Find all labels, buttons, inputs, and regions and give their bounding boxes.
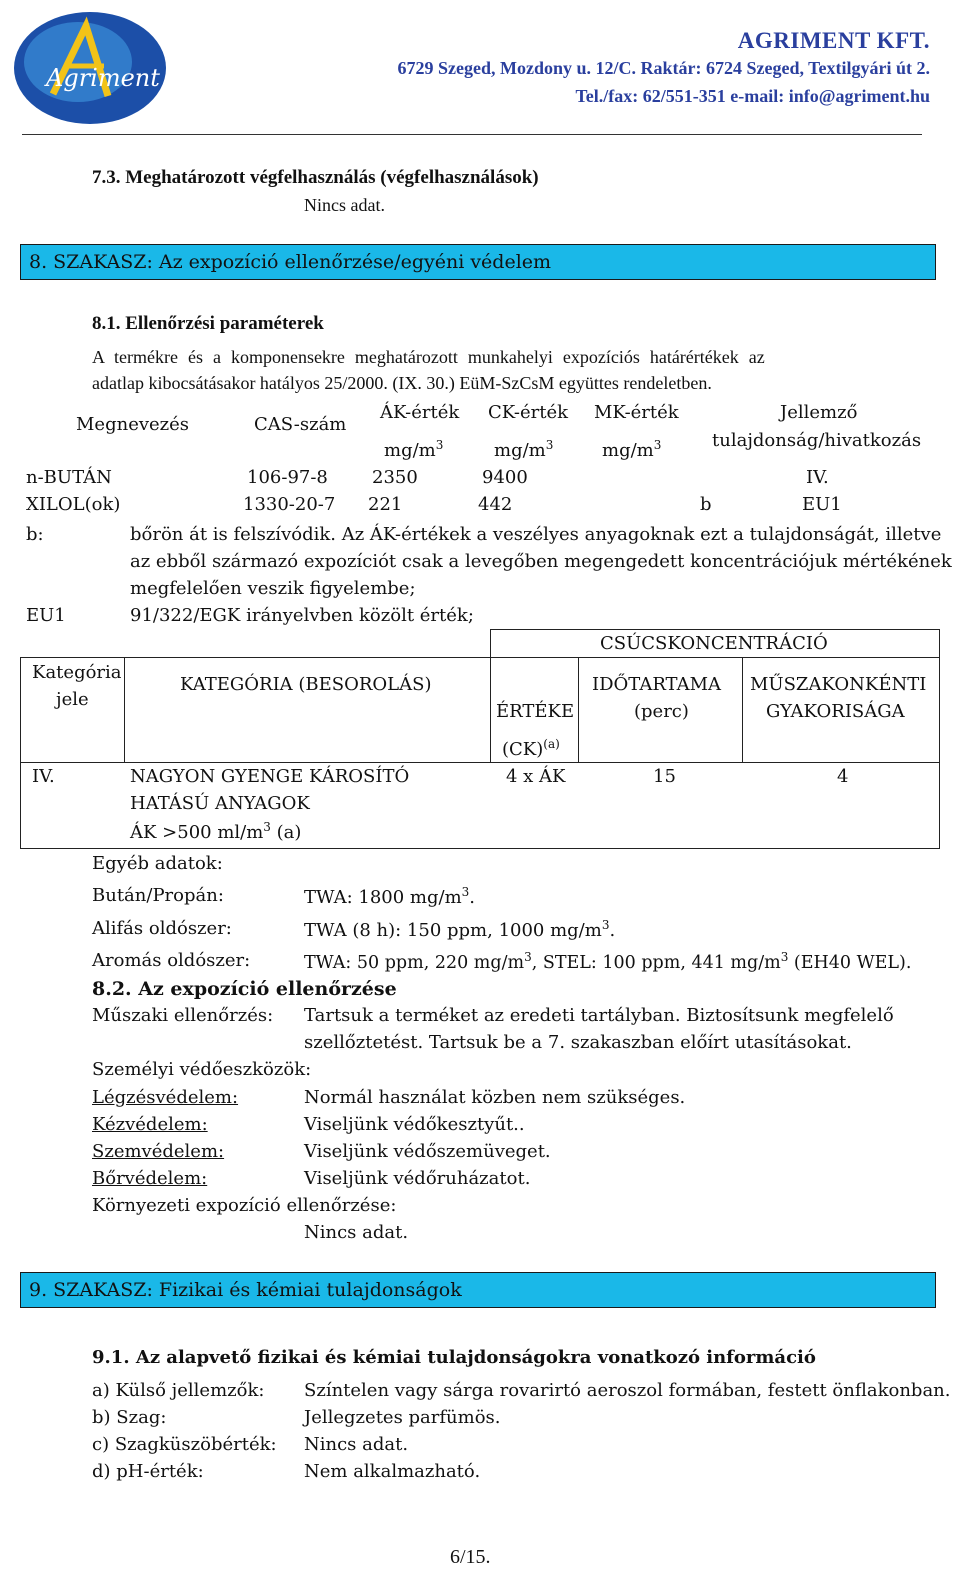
cat-head-ck: (CK)$^{(a)}$ [502, 737, 560, 760]
cat-grid-top [490, 629, 940, 630]
row-1-cas: 106-97-8 [247, 467, 328, 488]
cat-head-gyak-2: GYAKORISÁGA [766, 701, 905, 722]
muszaki-key: Műszaki ellenőrzés: [92, 1005, 274, 1026]
row-2-ck: 442 [478, 494, 513, 515]
section-7-3-value: Nincs adat. [304, 195, 385, 215]
ppe-k-skin: Bőrvédelem: [92, 1168, 208, 1189]
muszaki-line-2: szellőztetést. Tartsuk be a 7. szakaszban előírt utasításokat. [304, 1032, 852, 1053]
th-mk-unit: $mg/m^3$ [602, 438, 662, 461]
th-ck-unit: $mg/m^3$ [494, 438, 554, 461]
th-prop-1: Jellemző [780, 402, 858, 423]
other-k-2: Alifás oldószer: [92, 918, 232, 939]
cat-row-duration: 15 [653, 766, 676, 787]
header-divider [22, 134, 922, 135]
row-2-prop: EU1 [802, 494, 842, 515]
cat-head-besorolas: KATEGÓRIA (BESOROLÁS) [180, 674, 432, 695]
cat-row-desc-3: ÁK >500 $ml/m^3$ (a) [130, 820, 302, 843]
note-b-line-3: megfelelően veszik figyelembe; [130, 578, 416, 599]
th-ak-unit: $mg/m^3$ [384, 438, 444, 461]
note-b-key: b: [26, 524, 44, 545]
row-1-name: n-BUTÁN [26, 467, 112, 488]
row-2-cas: 1330-20-7 [243, 494, 336, 515]
note-eu1-text: 91/322/EGK irányelvben közölt érték; [130, 605, 474, 626]
prop-v-4: Nem alkalmazható. [304, 1461, 481, 1482]
cat-head-1: Kategória [32, 662, 122, 683]
ppe-v-eye: Viseljünk védőszemüveget. [304, 1141, 551, 1162]
prop-v-3: Nincs adat. [304, 1434, 409, 1455]
note-eu1-key: EU1 [26, 605, 66, 626]
muszaki-line-1: Tartsuk a terméket az eredeti tartályban. Biztosítsunk megfelelő [304, 1005, 894, 1026]
other-title: Egyéb adatok: [92, 853, 223, 874]
cat-row-desc-1: NAGYON GYENGE KÁROSÍTÓ [130, 766, 410, 787]
cat-grid-v4 [742, 657, 743, 763]
cat-grid-header-bottom [20, 762, 940, 763]
cat-grid-v2 [490, 629, 491, 763]
cat-head-ido-1: IDŐTARTAMA [592, 674, 722, 695]
th-ck: CK-érték [488, 402, 569, 423]
row-1-ak: 2350 [372, 467, 418, 488]
section-8-1-title: 8.1. Ellenőrzési paraméterek [92, 313, 324, 334]
other-k-1: Bután/Propán: [92, 885, 224, 906]
cat-head-gyak-1: MŰSZAKONKÉNTI [750, 674, 927, 695]
cat-grid-right [939, 629, 940, 849]
env-value: Nincs adat. [304, 1222, 409, 1243]
prop-k-2: b) Szag: [92, 1407, 167, 1428]
ppe-k-respiratory: Légzésvédelem: [92, 1087, 239, 1108]
section-9-bar: 9. SZAKASZ: Fizikai és kémiai tulajdonságok [20, 1272, 936, 1308]
cat-row-cat: IV. [32, 766, 55, 787]
cat-row-desc-2: HATÁSÚ ANYAGOK [130, 793, 310, 814]
ppe-title: Személyi védőeszközök: [92, 1059, 312, 1080]
prop-k-1: a) Külső jellemzők: [92, 1380, 265, 1401]
other-v-2: TWA (8 h): 150 ppm, 1000 $mg/m^3$. [304, 918, 616, 941]
cat-grid-left [20, 657, 21, 849]
company-contact: Tel./fax: 62/551-351 e-mail: info@agriment.hu [575, 86, 930, 106]
row-2-ak: 221 [368, 494, 403, 515]
prop-v-2: Jellegzetes parfümös. [304, 1407, 501, 1428]
th-mk: MK-érték [594, 402, 679, 423]
ppe-k-hand: Kézvédelem: [92, 1114, 208, 1135]
ppe-v-skin: Viseljünk védőruházatot. [304, 1168, 531, 1189]
row-1-ck: 9400 [482, 467, 528, 488]
cat-grid-bottom [20, 848, 940, 849]
cat-peak: CSÚCSKONCENTRÁCIÓ [600, 633, 828, 654]
env-key: Környezeti expozíció ellenőrzése: [92, 1195, 397, 1216]
ppe-k-eye: Szemvédelem: [92, 1141, 225, 1162]
cat-row-frequency: 4 [837, 766, 849, 787]
th-name: Megnevezés [76, 414, 190, 435]
cat-head-ido-2: (perc) [634, 701, 689, 722]
other-v-3: TWA: 50 ppm, 220 $mg/m^3$, STEL: 100 ppm, 441 $mg/m^3$ (EH40 WEL). [304, 950, 912, 973]
note-b-line-2: az ebből származó expozíciót csak a levegőben megengedett koncentrációjuk mértékének [130, 551, 952, 572]
cat-grid-v3 [578, 657, 579, 763]
section-8-bar: 8. SZAKASZ: Az expozíció ellenőrzése/egyéni védelem [20, 244, 936, 280]
ppe-v-hand: Viseljünk védőkesztyűt.. [304, 1114, 525, 1135]
section-7-3-title: 7.3. Meghatározott végfelhasználás (végfelhasználások) [92, 167, 539, 188]
cat-grid-v1 [124, 657, 125, 763]
cat-grid-header-top [20, 657, 940, 658]
row-2-name: XILOL(ok) [26, 494, 121, 515]
company-address: 6729 Szeged, Mozdony u. 12/C. Raktár: 6724 Szeged, Textilgyári út 2. [397, 58, 930, 78]
prop-k-3: c) Szagküszöbérték: [92, 1434, 277, 1455]
section-8-2-title: 8.2. Az expozíció ellenőrzése [92, 978, 397, 1000]
cat-head-erteke: ÉRTÉKE [496, 701, 575, 722]
ppe-v-respiratory: Normál használat közben nem szükséges. [304, 1087, 686, 1108]
row-1-prop: IV. [806, 467, 829, 488]
cat-row-value: 4 x ÁK [506, 766, 566, 787]
logo-text: Agriment [46, 64, 160, 92]
th-prop-2: tulajdonság/hivatkozás [712, 430, 922, 451]
page-number: 6/15. [450, 1546, 491, 1568]
cat-head-2: jele [56, 689, 89, 710]
row-2-mk: b [700, 494, 712, 515]
company-info [398, 28, 931, 110]
prop-v-1: Színtelen vagy sárga rovarirtó aeroszol formában, festett önflakonban. [304, 1380, 951, 1401]
note-b-line-1: bőrön át is felszívódik. Az ÁK-értékek a veszélyes anyagoknak ezt a tulajdonságát, illetve [130, 524, 942, 545]
company-name: AGRIMENT KFT. [737, 28, 930, 53]
prop-k-4: d) pH-érték: [92, 1461, 204, 1482]
th-ak: ÁK-érték [380, 402, 460, 423]
company-logo [8, 4, 168, 124]
other-v-1: TWA: 1800 $mg/m^3$. [304, 885, 476, 908]
other-k-3: Aromás oldószer: [92, 950, 251, 971]
intro-line-1: A termékre és a komponensekre meghatározott munkahelyi expozíciós határértékek az [92, 347, 765, 367]
th-cas: CAS-szám [254, 414, 347, 435]
section-9-1-title: 9.1. Az alapvető fizikai és kémiai tulajdonságokra vonatkozó információ [92, 1347, 816, 1368]
intro-line-2: adatlap kibocsátásakor hatályos 25/2000. (IX. 30.) EüM-SzCsM együttes rendeletben. [92, 373, 712, 393]
